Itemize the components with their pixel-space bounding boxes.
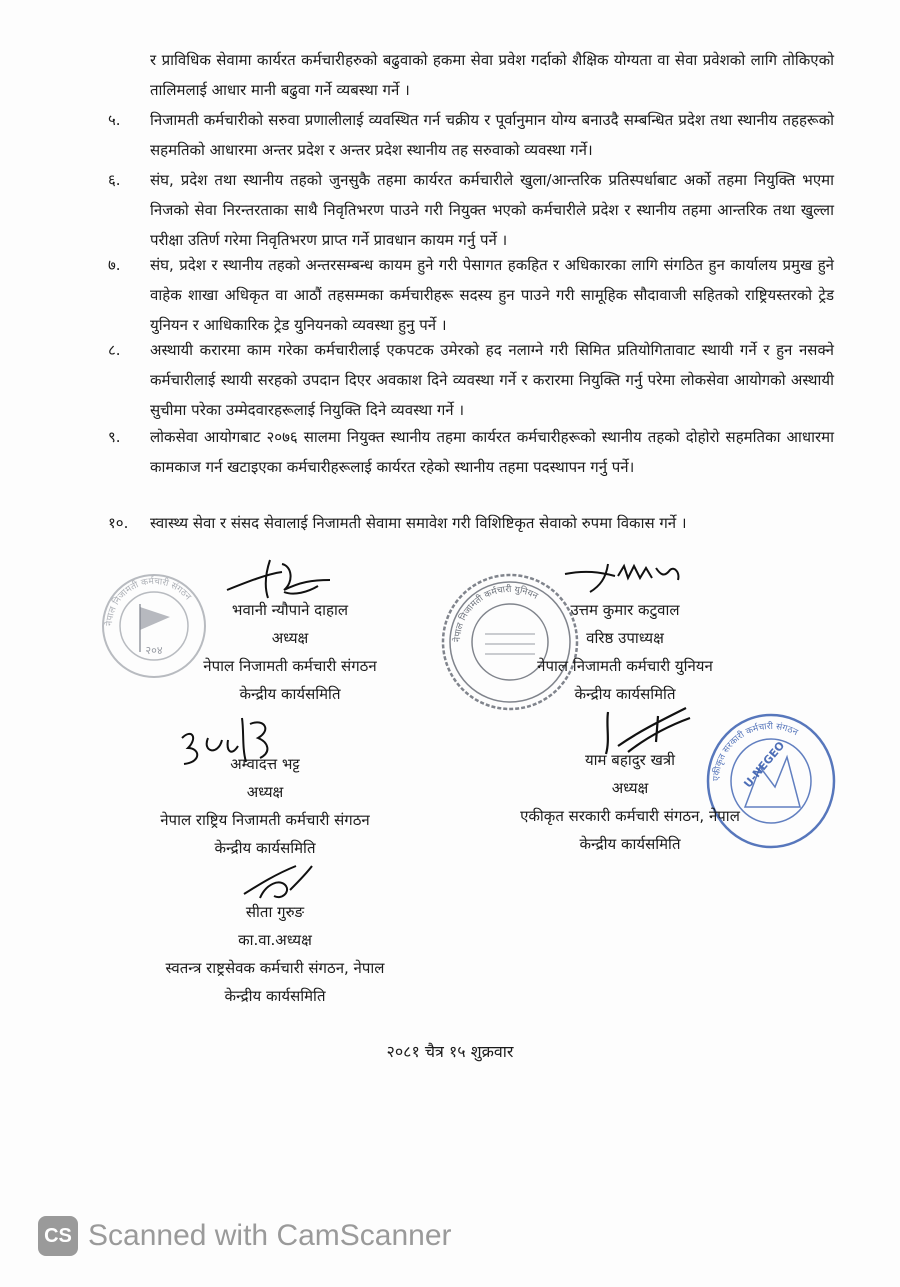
clause-text: अस्थायी करारमा काम गरेका कर्मचारीलाई एकपटक उमेरको हद नलाग्ने गरी सिमित प्रतियोगितावाट स्थायी गर्ने र हुन नसक्ने कर्मचारीलाई स्थायी सरहको उपदान दिएर अवकाश दिने व्यवस्था गर्ने र करारमा नियुक्ति गर्नु परेमा लोकसेवा आयोगको अस्थायी सुचीमा परेका उम्मेदवारहरूलाई नियुक्ति दिने व्यवस्था गर्ने ।	[150, 341, 834, 419]
signatory-organization: नेपाल निजामती कर्मचारी युनियन	[537, 657, 713, 675]
signatory-name: अम्वादत्त भट्ट	[230, 755, 300, 773]
clause-number: ८.	[108, 341, 121, 359]
clause-continuation	[108, 45, 834, 105]
signatory-committee: केन्द्रीय कार्यसमिति	[224, 987, 326, 1005]
signatory-1	[150, 596, 430, 708]
camscanner-watermark	[38, 1214, 452, 1258]
svg-text:नेपाल निजामती कर्मचारी संगठन: नेपाल निजामती कर्मचारी संगठन	[104, 576, 193, 627]
signatory-committee: केन्द्रीय कार्यसमिति	[574, 685, 676, 703]
svg-text:एकीकृत सरकारी कर्मचारी संगठन: एकीकृत सरकारी कर्मचारी संगठन	[711, 721, 800, 782]
camscanner-text: Scanned with CamScanner	[88, 1219, 452, 1252]
signatory-title: अध्यक्ष	[271, 629, 309, 647]
signature-2-icon	[560, 560, 690, 600]
clause-number: ५.	[108, 111, 121, 129]
signatory-organization: एकीकृत सरकारी कर्मचारी संगठन, नेपाल	[520, 807, 740, 825]
clause-5	[108, 105, 834, 165]
signatory-title: का.वा.अध्यक्ष	[238, 931, 312, 949]
signatory-4	[470, 746, 790, 858]
svg-text:U-NEGEO: U-NEGEO	[741, 739, 788, 791]
clause-8	[108, 335, 834, 425]
clause-text: र प्राविधिक सेवामा कार्यरत कर्मचारीहरुको बढुवाको हकमा सेवा प्रवेश गर्दाको शैक्षिक योग्यता वा सेवा प्रवेशको लागि तोकिएको तालिमलाई आधार मानी बढुवा गर्ने व्यबस्था गर्ने ।	[150, 51, 834, 99]
signatory-5	[110, 898, 440, 1010]
clause-number: ९.	[108, 428, 121, 446]
clause-text: लोकसेवा आयोगबाट २०७६ सालमा नियुक्त स्थानीय तहमा कार्यरत कर्मचारीहरूको स्थानीय तहको दोहोरो सहमतिका आधारमा कामकाज गर्न खटाइएका कर्मचारीहरूलाई कार्यरत रहेको स्थानीय तहमा पदस्थापन गर्नु पर्ने।	[150, 428, 834, 476]
clause-number: १०.	[108, 514, 129, 532]
clause-6	[108, 165, 834, 255]
clause-text: संघ, प्रदेश र स्थानीय तहको अन्तरसम्बन्ध कायम हुने गरी पेसागत हकहित र अधिकारका लागि संगठित हुन कार्यालय प्रमुख हुने वाहेक शाखा अधिकृत वा आठौं तहसम्मका कर्मचारीहरू सदस्य हुन पाउने गरी सामूहिक सौदावाजी सहितको राष्ट्रियस्तरको ट्रेड युनियन र आधिकारिक ट्रेड युनियनको व्यवस्था हुनु पर्ने ।	[150, 256, 834, 334]
svg-text:नेपाल निजामती कर्मचारी युनियन: नेपाल निजामती कर्मचारी युनियन	[452, 584, 540, 643]
signatory-title: अध्यक्ष	[611, 779, 649, 797]
signatory-organization: नेपाल राष्ट्रिय निजामती कर्मचारी संगठन	[160, 811, 370, 829]
clause-9	[108, 422, 834, 482]
signatory-committee: केन्द्रीय कार्यसमिति	[214, 839, 316, 857]
clause-10	[108, 508, 834, 538]
clause-text: निजामती कर्मचारीको सरुवा प्रणालीलाई व्यवस्थित गर्न चक्रीय र पूर्वानुमान योग्य बनाउदै सम्बन्धित प्रदेश तथा स्थानीय तहहरूको सहमतिको आधारमा अन्तर प्रदेश र अन्तर प्रदेश स्थानीय तह सरुवाको व्यवस्था गर्ने।	[150, 111, 834, 159]
signatory-name: भवानी न्यौपाने दाहाल	[231, 601, 349, 619]
signatory-organization: स्वतन्त्र राष्ट्रसेवक कर्मचारी संगठन, नेपाल	[165, 959, 385, 977]
clause-text: संघ, प्रदेश तथा स्थानीय तहको जुनसुकै तहमा कार्यरत कर्मचारीले खुला/आन्तरिक प्रतिस्पर्धाबाट अर्को तहमा नियुक्ति भएमा निजको सेवा निरन्तरताका साथै निवृतिभरण पाउने गरी नियुक्त भएको कर्मचारीले प्रदेश र स्थानीय तहमा आन्तरिक तथा खुल्ला परीक्षा उतिर्ण गरेमा निवृतिभरण प्राप्त गर्ने प्रावधान कायम गर्नु पर्ने ।	[150, 171, 834, 249]
signatory-name: याम बहादुर खत्री	[584, 751, 676, 769]
signatory-title: वरिष्ठ उपाध्यक्ष	[586, 629, 664, 647]
clause-text: स्वास्थ्य सेवा र संसद सेवालाई निजामती सेवामा समावेश गरी विशिष्टिकृत सेवाको रुपमा विकास गर्ने ।	[150, 514, 687, 532]
signatory-name: सीता गुरुङ	[245, 903, 305, 921]
clause-number: ६.	[108, 171, 121, 189]
clause-number: ७.	[108, 256, 121, 274]
signatory-name: उत्तम कुमार कटुवाल	[570, 601, 680, 619]
signatory-title: अध्यक्ष	[246, 783, 284, 801]
signatory-committee: केन्द्रीय कार्यसमिति	[239, 685, 341, 703]
clause-7	[108, 250, 834, 340]
document-date: २०८१ चैत्र १५ शुक्रवार	[386, 1042, 514, 1061]
signatory-organization: नेपाल निजामती कर्मचारी संगठन	[203, 657, 377, 675]
signatory-2	[480, 596, 770, 708]
camscanner-logo-icon: CS	[38, 1216, 78, 1256]
signatory-committee: केन्द्रीय कार्यसमिति	[579, 835, 681, 853]
svg-text:२०४: २०४	[145, 644, 163, 657]
signatory-3	[110, 750, 420, 862]
